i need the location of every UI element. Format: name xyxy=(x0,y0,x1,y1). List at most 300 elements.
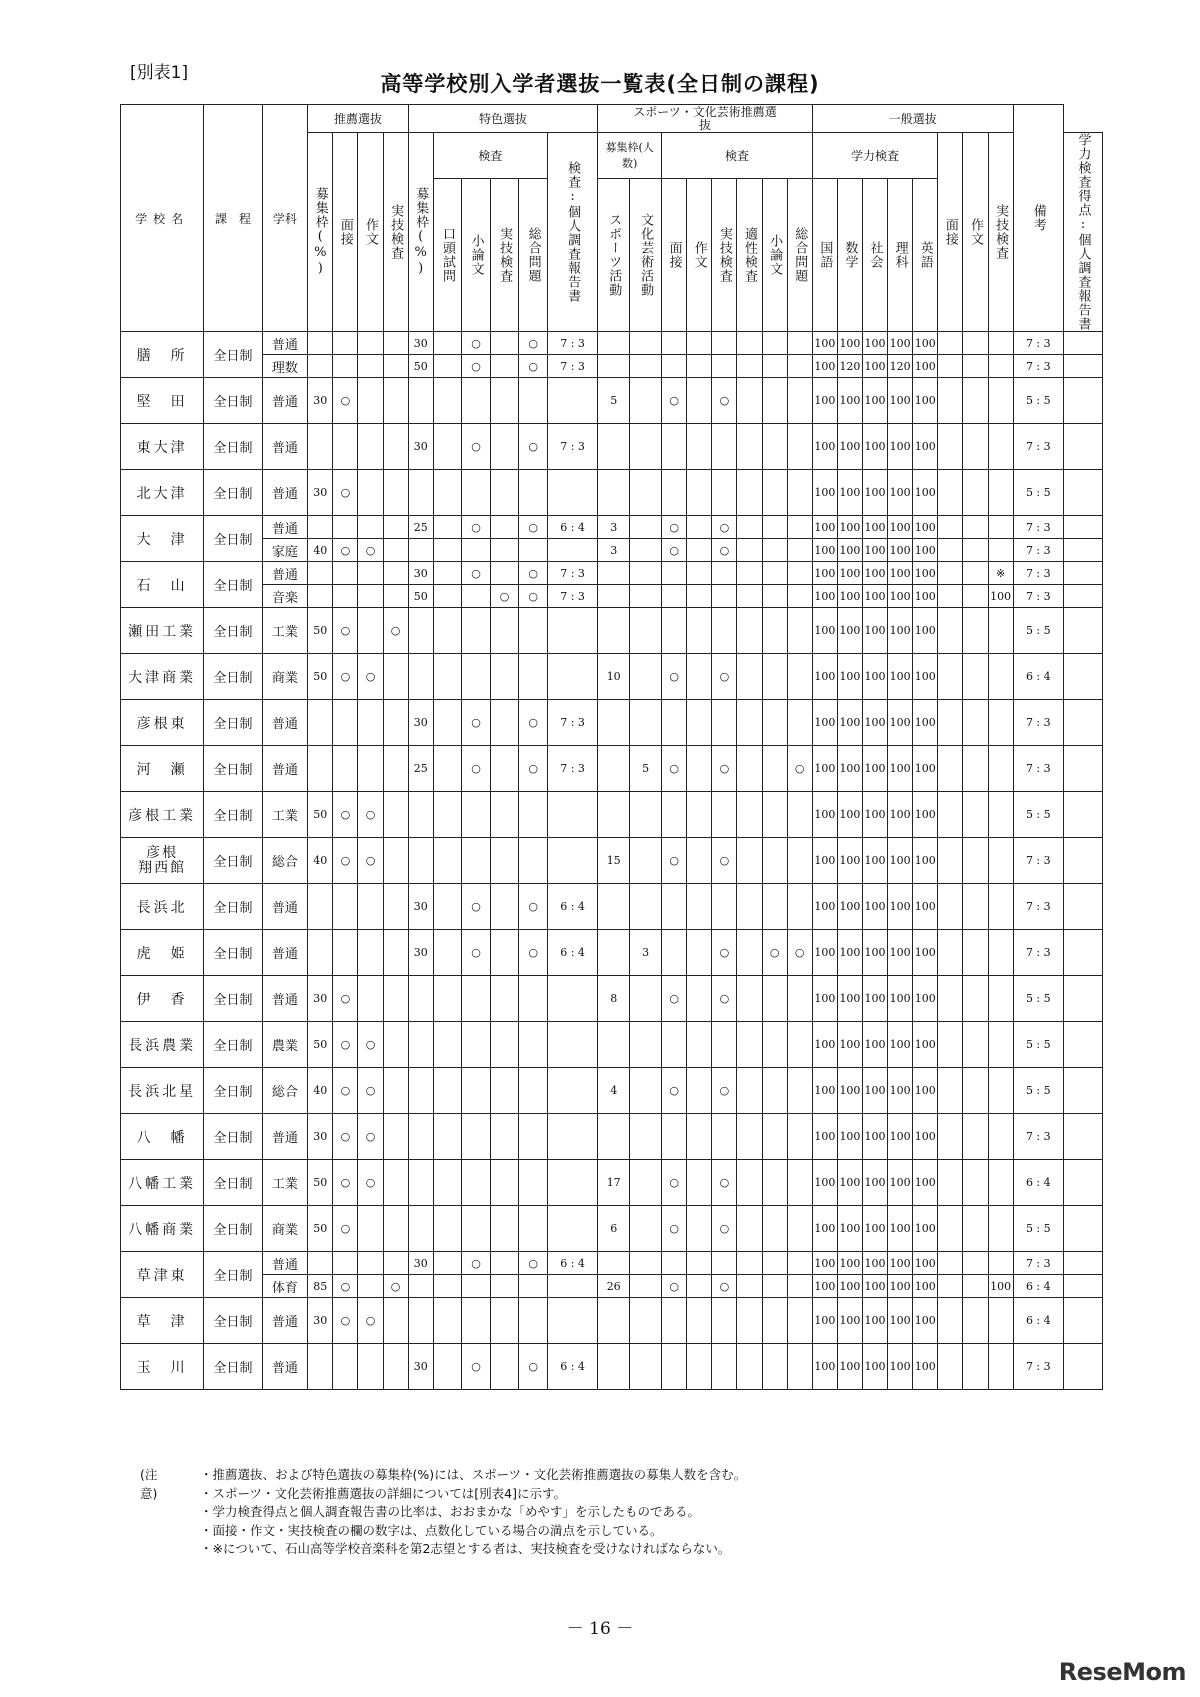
sports-bosyu-cell xyxy=(630,424,662,470)
gakuryoku-cell: 100 xyxy=(888,378,913,424)
sports-kensa-cell xyxy=(737,516,762,539)
sports-bosyu-cell xyxy=(630,516,662,539)
sports-kensa-cell xyxy=(762,516,787,539)
suisen-cell xyxy=(383,1022,408,1068)
ippan-kensa-cell xyxy=(988,1160,1013,1206)
header-toku-kensa-col xyxy=(462,178,491,331)
suisen-cell xyxy=(308,332,333,355)
sports-kensa-cell xyxy=(687,424,712,470)
table-row xyxy=(121,516,1103,539)
ippan-kensa-cell xyxy=(938,585,963,608)
sports-kensa-cell xyxy=(662,424,687,470)
suisen-cell xyxy=(358,1275,383,1298)
sports-kensa-cell xyxy=(787,1022,812,1068)
sports-bosyu-cell xyxy=(630,1298,662,1344)
gakuryoku-cell: 100 xyxy=(837,1068,862,1114)
toku-ratio: 6 : 4 xyxy=(547,1344,597,1390)
toku-kensa-cell xyxy=(433,355,462,378)
gakuryoku-cell: 100 xyxy=(812,700,837,746)
gakuryoku-cell: 100 xyxy=(837,1298,862,1344)
gakuryoku-cell: 100 xyxy=(863,838,888,884)
sports-bosyu-cell: 26 xyxy=(598,1275,630,1298)
toku-ratio xyxy=(547,1068,597,1114)
course: 全日制 xyxy=(204,838,262,884)
course: 全日制 xyxy=(204,608,262,654)
header-sports-bosyu-col-text: 文化芸術活動 xyxy=(638,212,654,297)
department: 普通 xyxy=(262,470,308,516)
gakuryoku-cell: 100 xyxy=(913,1206,938,1252)
gakuryoku-cell: 100 xyxy=(913,1114,938,1160)
header-suisen-col xyxy=(383,133,408,332)
course: 全日制 xyxy=(204,516,262,562)
suisen-cell: ○ xyxy=(358,654,383,700)
ippan-kensa-cell xyxy=(963,654,988,700)
ippan-kensa-cell xyxy=(963,1022,988,1068)
department: 普通 xyxy=(262,976,308,1022)
gakuryoku-cell: 100 xyxy=(812,424,837,470)
gakuryoku-cell: 100 xyxy=(812,516,837,539)
sports-kensa-cell xyxy=(737,1298,762,1344)
gakuryoku-cell: 100 xyxy=(913,884,938,930)
header-gakuryoku-col xyxy=(837,178,862,331)
ippan-kensa-cell xyxy=(963,884,988,930)
ippan-ratio: 7 : 3 xyxy=(1013,884,1063,930)
sports-kensa-cell xyxy=(687,746,712,792)
sports-bosyu-cell xyxy=(630,562,662,585)
sports-kensa-cell xyxy=(737,746,762,792)
table-row xyxy=(121,654,1103,700)
gakuryoku-cell: 100 xyxy=(913,654,938,700)
department: 総合 xyxy=(262,1068,308,1114)
course: 全日制 xyxy=(204,332,262,378)
suisen-cell: ○ xyxy=(333,1114,358,1160)
ippan-kensa-cell xyxy=(938,1275,963,1298)
sports-bosyu-cell xyxy=(598,1114,630,1160)
toku-kensa-cell xyxy=(490,1344,519,1390)
gakuryoku-cell: 100 xyxy=(812,332,837,355)
ippan-kensa-cell xyxy=(963,1114,988,1160)
suisen-cell xyxy=(358,562,383,585)
toku-kensa-cell xyxy=(519,792,548,838)
ippan-kensa-cell xyxy=(938,746,963,792)
suisen-cell xyxy=(358,332,383,355)
toku-bosyu: 30 xyxy=(408,332,433,355)
gakuryoku-cell: 100 xyxy=(837,1022,862,1068)
department: 普通 xyxy=(262,746,308,792)
toku-bosyu xyxy=(408,976,433,1022)
sports-kensa-cell xyxy=(662,332,687,355)
sports-bosyu-cell xyxy=(630,1160,662,1206)
suisen-cell: ○ xyxy=(333,654,358,700)
school-name: 河 瀬 xyxy=(121,746,204,792)
toku-kensa-cell xyxy=(490,1252,519,1275)
gakuryoku-cell: 100 xyxy=(913,1068,938,1114)
toku-kensa-cell xyxy=(490,792,519,838)
toku-kensa-cell xyxy=(462,1160,491,1206)
toku-kensa-cell xyxy=(433,930,462,976)
toku-kensa-cell xyxy=(490,562,519,585)
suisen-cell: 30 xyxy=(308,470,333,516)
sports-kensa-cell: ○ xyxy=(662,1160,687,1206)
suisen-cell xyxy=(383,516,408,539)
ippan-kensa-cell xyxy=(988,355,1013,378)
sports-bosyu-cell xyxy=(598,608,630,654)
suisen-cell: ○ xyxy=(333,608,358,654)
remarks-cell xyxy=(1063,884,1102,930)
department: 商業 xyxy=(262,1206,308,1252)
toku-kensa-cell xyxy=(490,1206,519,1252)
toku-kensa-cell: ○ xyxy=(519,930,548,976)
toku-bosyu xyxy=(408,1022,433,1068)
gakuryoku-cell: 100 xyxy=(812,585,837,608)
course: 全日制 xyxy=(204,470,262,516)
table-row xyxy=(121,1160,1103,1206)
toku-kensa-cell xyxy=(433,332,462,355)
table-row xyxy=(121,424,1103,470)
sports-bosyu-cell xyxy=(630,1275,662,1298)
sports-bosyu-cell xyxy=(630,585,662,608)
sports-kensa-cell: ○ xyxy=(712,746,737,792)
ippan-ratio: 7 : 3 xyxy=(1013,1114,1063,1160)
gakuryoku-cell: 100 xyxy=(812,1114,837,1160)
ippan-ratio: 6 : 4 xyxy=(1013,1160,1063,1206)
sports-bosyu-cell xyxy=(598,1022,630,1068)
toku-ratio xyxy=(547,1114,597,1160)
gakuryoku-cell: 100 xyxy=(913,746,938,792)
ippan-ratio: 5 : 5 xyxy=(1013,608,1063,654)
suisen-cell xyxy=(383,332,408,355)
toku-bosyu xyxy=(408,1068,433,1114)
ippan-ratio: 5 : 5 xyxy=(1013,378,1063,424)
gakuryoku-cell: 100 xyxy=(888,608,913,654)
header-ippan-col-text: 面接 xyxy=(942,218,958,246)
header-sports-kensa-col xyxy=(737,178,762,331)
gakuryoku-cell: 100 xyxy=(837,930,862,976)
toku-kensa-cell xyxy=(490,1114,519,1160)
sports-kensa-cell xyxy=(712,470,737,516)
toku-kensa-cell: ○ xyxy=(519,1252,548,1275)
suisen-cell xyxy=(383,424,408,470)
toku-ratio: 7 : 3 xyxy=(547,700,597,746)
toku-kensa-cell: ○ xyxy=(462,884,491,930)
suisen-cell: ○ xyxy=(333,1160,358,1206)
ippan-kensa-cell xyxy=(963,608,988,654)
sports-kensa-cell: ○ xyxy=(787,746,812,792)
gakuryoku-cell: 100 xyxy=(812,470,837,516)
toku-ratio xyxy=(547,378,597,424)
gakuryoku-cell: 100 xyxy=(913,1022,938,1068)
sports-kensa-cell: ○ xyxy=(712,516,737,539)
sports-kensa-cell xyxy=(712,562,737,585)
sports-bosyu-cell xyxy=(630,539,662,562)
toku-bosyu xyxy=(408,1275,433,1298)
toku-kensa-cell xyxy=(490,332,519,355)
sports-kensa-cell xyxy=(687,608,712,654)
gakuryoku-cell: 100 xyxy=(837,539,862,562)
toku-bosyu xyxy=(408,1114,433,1160)
toku-kensa-cell xyxy=(519,838,548,884)
sports-kensa-cell: ○ xyxy=(662,1275,687,1298)
table-row xyxy=(121,838,1103,884)
suisen-cell xyxy=(358,378,383,424)
gakuryoku-cell: 100 xyxy=(913,608,938,654)
suisen-cell: 40 xyxy=(308,539,333,562)
course: 全日制 xyxy=(204,1206,262,1252)
course: 全日制 xyxy=(204,930,262,976)
toku-ratio xyxy=(547,1022,597,1068)
course: 全日制 xyxy=(204,654,262,700)
school-name: 東大津 xyxy=(121,424,204,470)
header-suisen-col-text: 作文 xyxy=(362,218,378,246)
ippan-ratio: 5 : 5 xyxy=(1013,470,1063,516)
sports-kensa-cell xyxy=(762,654,787,700)
suisen-cell: 40 xyxy=(308,838,333,884)
department: 普通 xyxy=(262,1344,308,1390)
sports-kensa-cell xyxy=(787,1206,812,1252)
ippan-kensa-cell xyxy=(988,424,1013,470)
school-name: 彦根東 xyxy=(121,700,204,746)
toku-kensa-cell xyxy=(462,1068,491,1114)
suisen-cell: ○ xyxy=(333,539,358,562)
remarks-cell xyxy=(1063,976,1102,1022)
suisen-cell xyxy=(358,516,383,539)
school-name: 虎 姫 xyxy=(121,930,204,976)
header-suisen-col-text: 募集枠(%) xyxy=(312,187,328,277)
gakuryoku-cell: 100 xyxy=(888,562,913,585)
sports-bosyu-cell xyxy=(630,332,662,355)
toku-kensa-cell xyxy=(433,1252,462,1275)
sports-bosyu-cell xyxy=(598,700,630,746)
toku-kensa-cell: ○ xyxy=(462,424,491,470)
sports-kensa-cell xyxy=(662,1114,687,1160)
ippan-ratio: 7 : 3 xyxy=(1013,332,1063,355)
suisen-cell xyxy=(383,562,408,585)
table-row xyxy=(121,1344,1103,1390)
department: 工業 xyxy=(262,792,308,838)
toku-bosyu: 25 xyxy=(408,746,433,792)
suisen-cell: 50 xyxy=(308,654,333,700)
page-number: － 16 － xyxy=(566,1619,634,1639)
ippan-kensa-cell: 100 xyxy=(988,1275,1013,1298)
toku-kensa-cell xyxy=(490,838,519,884)
sports-kensa-cell xyxy=(787,1114,812,1160)
sports-kensa-cell xyxy=(687,930,712,976)
suisen-cell: 85 xyxy=(308,1275,333,1298)
sports-kensa-cell: ○ xyxy=(662,976,687,1022)
ippan-ratio: 7 : 3 xyxy=(1013,1252,1063,1275)
toku-kensa-cell xyxy=(490,700,519,746)
ippan-kensa-cell xyxy=(988,608,1013,654)
sports-bosyu-cell xyxy=(630,355,662,378)
gakuryoku-cell: 100 xyxy=(888,700,913,746)
table-row xyxy=(121,608,1103,654)
toku-ratio: 7 : 3 xyxy=(547,746,597,792)
department: 家庭 xyxy=(262,539,308,562)
sports-kensa-cell xyxy=(762,1344,787,1390)
gakuryoku-cell: 100 xyxy=(913,1275,938,1298)
suisen-cell xyxy=(358,930,383,976)
table-row xyxy=(121,930,1103,976)
toku-kensa-cell: ○ xyxy=(519,884,548,930)
remarks-cell xyxy=(1063,1206,1102,1252)
remarks-cell xyxy=(1063,562,1102,585)
toku-ratio xyxy=(547,976,597,1022)
gakuryoku-cell: 100 xyxy=(837,792,862,838)
suisen-cell: 40 xyxy=(308,1068,333,1114)
gakuryoku-cell: 100 xyxy=(812,976,837,1022)
gakuryoku-cell: 100 xyxy=(837,1344,862,1390)
suisen-cell xyxy=(383,1160,408,1206)
sports-bosyu-cell xyxy=(630,608,662,654)
toku-kensa-cell xyxy=(519,1298,548,1344)
ippan-kensa-cell xyxy=(938,1252,963,1275)
table-row xyxy=(121,976,1103,1022)
suisen-cell xyxy=(308,884,333,930)
sports-kensa-cell xyxy=(762,355,787,378)
gakuryoku-cell: 100 xyxy=(863,1252,888,1275)
ippan-kensa-cell xyxy=(938,1022,963,1068)
suisen-cell: 50 xyxy=(308,608,333,654)
sports-bosyu-cell xyxy=(630,1068,662,1114)
suisen-cell xyxy=(383,930,408,976)
header-sports-kensa-col-text: 総合問題 xyxy=(792,226,808,283)
sports-kensa-cell xyxy=(737,332,762,355)
table-row xyxy=(121,1298,1103,1344)
sports-kensa-cell xyxy=(787,516,812,539)
toku-kensa-cell xyxy=(490,1160,519,1206)
remarks-cell xyxy=(1063,700,1102,746)
ippan-kensa-cell xyxy=(963,1298,988,1344)
ippan-ratio: 7 : 3 xyxy=(1013,539,1063,562)
header-gakuryoku-col xyxy=(863,178,888,331)
remarks-cell xyxy=(1063,1275,1102,1298)
toku-kensa-cell xyxy=(433,1275,462,1298)
header-ippan-ratio-text: 学力検査得点:個人調査報告書 xyxy=(1075,133,1091,331)
suisen-cell: 50 xyxy=(308,1206,333,1252)
ippan-kensa-cell xyxy=(988,539,1013,562)
toku-kensa-cell xyxy=(490,1068,519,1114)
suisen-cell xyxy=(333,585,358,608)
header-toku-ratio-text: 検査:個人調査報告書 xyxy=(565,161,581,303)
suisen-cell xyxy=(333,930,358,976)
toku-kensa-cell: ○ xyxy=(462,746,491,792)
sports-kensa-cell xyxy=(712,424,737,470)
gakuryoku-cell: 100 xyxy=(913,424,938,470)
gakuryoku-cell: 100 xyxy=(913,976,938,1022)
header-sports-kensa-col xyxy=(712,178,737,331)
toku-bosyu: 30 xyxy=(408,884,433,930)
toku-kensa-cell xyxy=(490,1298,519,1344)
department: 工業 xyxy=(262,1160,308,1206)
remarks-cell xyxy=(1063,516,1102,539)
remarks-cell xyxy=(1063,470,1102,516)
gakuryoku-cell: 100 xyxy=(837,1275,862,1298)
table-row xyxy=(121,792,1103,838)
table-row xyxy=(121,884,1103,930)
gakuryoku-cell: 100 xyxy=(913,838,938,884)
remarks-cell xyxy=(1063,1022,1102,1068)
school-name-text: 彦根 翔西館 xyxy=(138,844,187,876)
sports-kensa-cell xyxy=(687,1298,712,1344)
sports-kensa-cell xyxy=(737,1252,762,1275)
toku-kensa-cell xyxy=(462,654,491,700)
department: 音楽 xyxy=(262,585,308,608)
ippan-kensa-cell: 100 xyxy=(988,585,1013,608)
toku-kensa-cell xyxy=(519,539,548,562)
suisen-cell xyxy=(333,562,358,585)
sports-bosyu-cell xyxy=(598,930,630,976)
suisen-cell xyxy=(383,976,408,1022)
sports-kensa-cell xyxy=(712,1252,737,1275)
ippan-ratio: 5 : 5 xyxy=(1013,1068,1063,1114)
ippan-kensa-cell xyxy=(963,1160,988,1206)
sports-bosyu-cell xyxy=(598,792,630,838)
note-item: ・面接・作文・実技検査の欄の数字は、点数化している場合の満点を示している。 xyxy=(200,1522,663,1538)
sports-kensa-cell xyxy=(762,608,787,654)
school-name: 長浜北 xyxy=(121,884,204,930)
school-name: 八幡商業 xyxy=(121,1206,204,1252)
gakuryoku-cell: 100 xyxy=(863,1068,888,1114)
sports-bosyu-cell: 10 xyxy=(598,654,630,700)
toku-kensa-cell xyxy=(519,1275,548,1298)
sports-kensa-cell: ○ xyxy=(712,1160,737,1206)
sports-kensa-cell xyxy=(737,1068,762,1114)
gakuryoku-cell: 100 xyxy=(863,355,888,378)
sports-kensa-cell xyxy=(737,585,762,608)
sports-kensa-cell xyxy=(737,355,762,378)
header-gakuryoku-col-text: 社会 xyxy=(867,240,883,269)
ippan-kensa-cell xyxy=(938,424,963,470)
header-tokushoku: 特色選抜 xyxy=(408,105,598,133)
suisen-cell xyxy=(383,1252,408,1275)
header-gakuryoku-col-text: 数学 xyxy=(842,240,858,269)
toku-kensa-cell: ○ xyxy=(462,355,491,378)
gakuryoku-cell: 100 xyxy=(888,930,913,976)
toku-kensa-cell: ○ xyxy=(490,585,519,608)
sports-kensa-cell xyxy=(687,516,712,539)
school-name: 玉 川 xyxy=(121,1344,204,1390)
ippan-kensa-cell xyxy=(963,1252,988,1275)
toku-ratio: 7 : 3 xyxy=(547,332,597,355)
toku-kensa-cell xyxy=(433,1022,462,1068)
sports-bosyu-cell xyxy=(630,378,662,424)
sports-bosyu-cell: 15 xyxy=(598,838,630,884)
gakuryoku-cell: 100 xyxy=(888,838,913,884)
ippan-kensa-cell xyxy=(938,470,963,516)
course: 全日制 xyxy=(204,884,262,930)
sports-kensa-cell xyxy=(662,792,687,838)
table-row xyxy=(121,1068,1103,1114)
ippan-kensa-cell xyxy=(988,700,1013,746)
gakuryoku-cell: 100 xyxy=(812,1344,837,1390)
ippan-ratio: 7 : 3 xyxy=(1013,700,1063,746)
gakuryoku-cell: 100 xyxy=(812,792,837,838)
toku-ratio: 7 : 3 xyxy=(547,562,597,585)
suisen-cell: ○ xyxy=(333,1206,358,1252)
table-row xyxy=(121,539,1103,562)
header-toku-kensa-col-text: 総合問題 xyxy=(525,226,541,283)
toku-bosyu xyxy=(408,539,433,562)
ippan-kensa-cell xyxy=(938,1068,963,1114)
gakuryoku-cell: 100 xyxy=(863,1160,888,1206)
note-item: ・スポーツ・文化芸術推薦選抜の詳細については[別表4]に示す。 xyxy=(200,1485,566,1501)
suisen-cell xyxy=(358,1206,383,1252)
toku-kensa-cell xyxy=(462,539,491,562)
suisen-cell xyxy=(383,884,408,930)
suisen-cell xyxy=(358,746,383,792)
sports-bosyu-cell xyxy=(630,1252,662,1275)
header-gakuryoku-col-text: 国語 xyxy=(817,240,833,269)
